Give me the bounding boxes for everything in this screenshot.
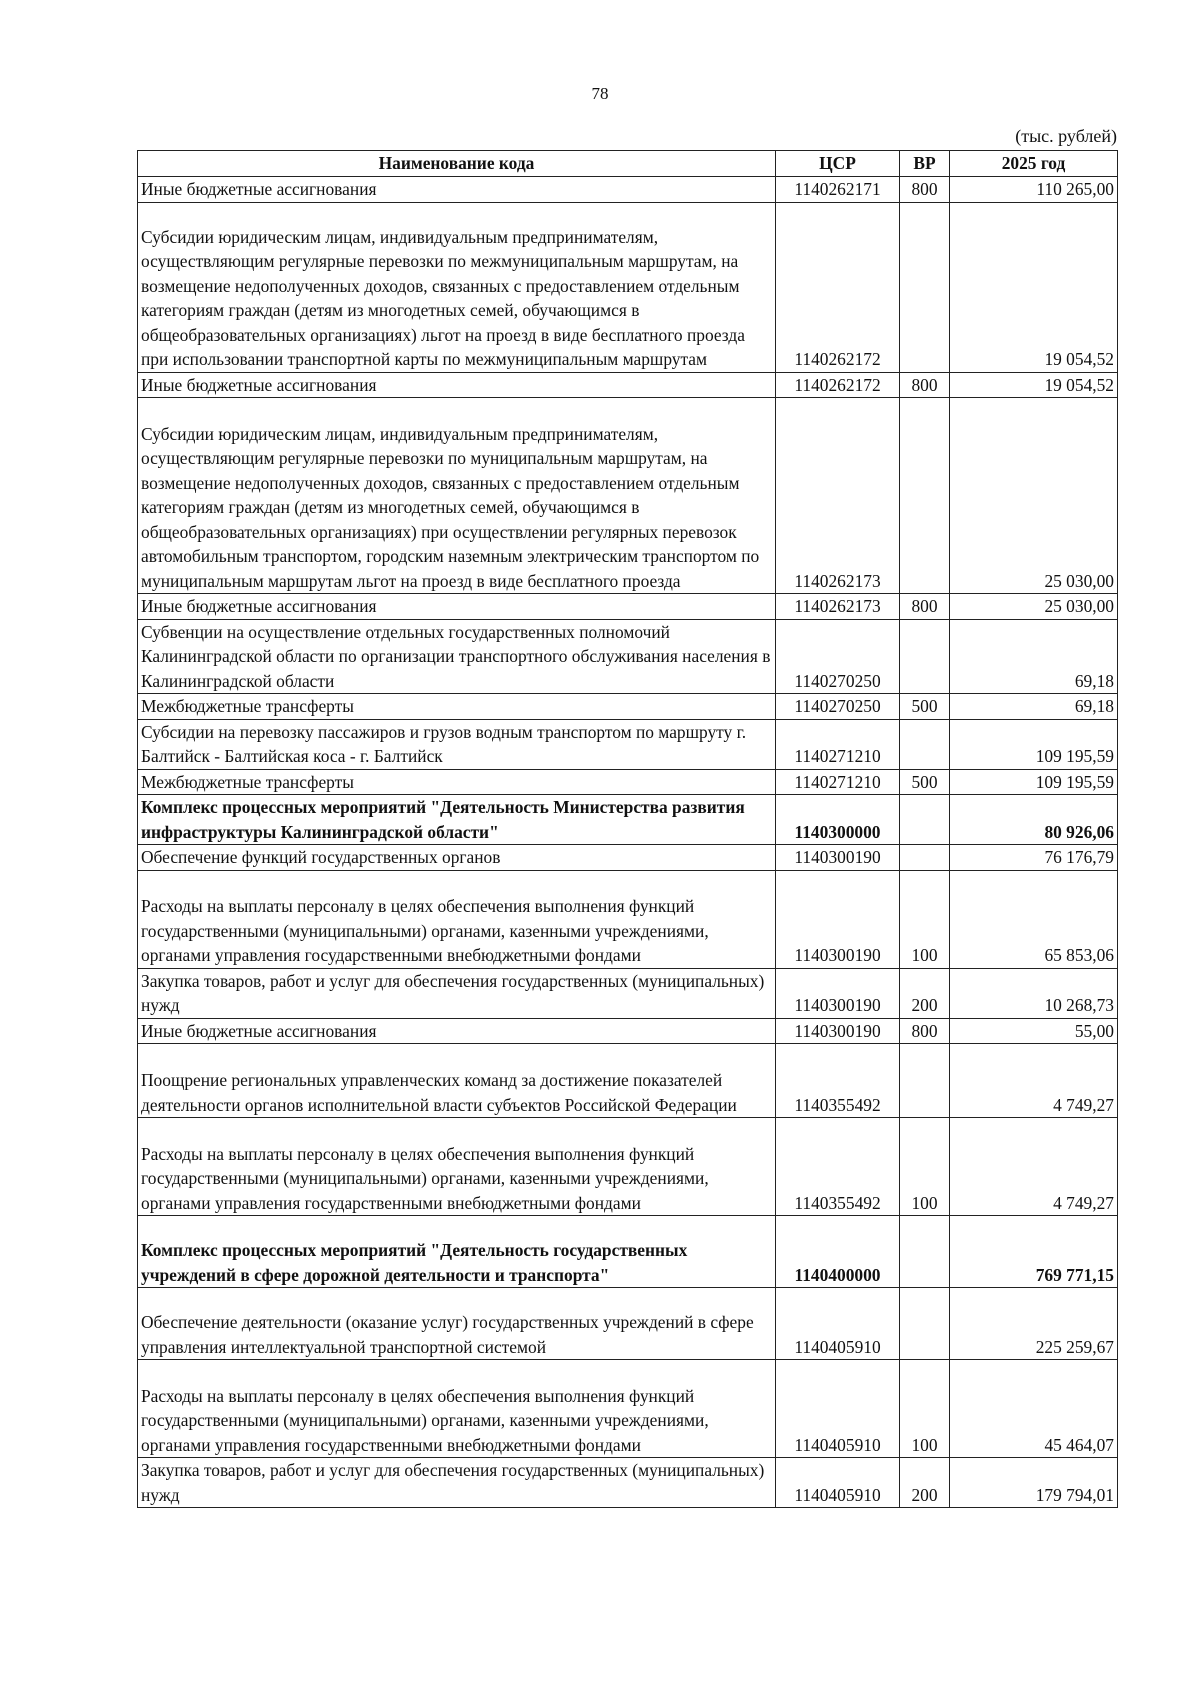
cell-vr-code bbox=[900, 202, 950, 372]
table-row bbox=[138, 1216, 1118, 1288]
cell-csr-code: 1140270250 bbox=[776, 619, 900, 694]
cell-name: Комплекс процессных мероприятий "Деятельность Министерства развития инфраструктуры Калининградской области" bbox=[138, 795, 776, 845]
cell-vr-code bbox=[900, 1288, 950, 1360]
cell-amount: 69,18 bbox=[950, 619, 1118, 694]
cell-csr-code: 1140300000 bbox=[776, 795, 900, 845]
cell-csr-code: 1140355492 bbox=[776, 1118, 900, 1216]
cell-csr-code: 1140300190 bbox=[776, 968, 900, 1018]
header-csr: ЦСР bbox=[776, 151, 900, 177]
cell-vr-code bbox=[900, 1216, 950, 1288]
cell-name: Расходы на выплаты персоналу в целях обеспечения выполнения функций государственными (муниципальными) органами, казенными учреждениями, органами управления государственными внебюджетными фондами bbox=[138, 870, 776, 968]
cell-amount: 10 268,73 bbox=[950, 968, 1118, 1018]
cell-name: Межбюджетные трансферты bbox=[138, 694, 776, 720]
cell-amount: 110 265,00 bbox=[950, 176, 1118, 202]
cell-amount: 25 030,00 bbox=[950, 398, 1118, 594]
table-header bbox=[138, 151, 1118, 177]
cell-amount: 76 176,79 bbox=[950, 845, 1118, 871]
cell-name: Обеспечение деятельности (оказание услуг) государственных учреждений в сфере управления интеллектуальной транспортной системой bbox=[138, 1288, 776, 1360]
cell-csr-code: 1140405910 bbox=[776, 1288, 900, 1360]
cell-csr-code: 1140300190 bbox=[776, 870, 900, 968]
cell-name: Субсидии юридическим лицам, индивидуальным предпринимателям, осуществляющим регулярные перевозки по межмуниципальным маршрутам, на возмещение недополученных доходов, связанных с предоставлением отдельным категориям граждан (детям из многодетных семей, обучающимся в общеобразовательных организациях) льгот на проезд в виде бесплатного проезда при использовании транспортной карты по межмуниципальным маршрутам bbox=[138, 202, 776, 372]
table-row bbox=[138, 1288, 1118, 1360]
cell-name: Иные бюджетные ассигнования bbox=[138, 1018, 776, 1044]
table-row bbox=[138, 398, 1118, 594]
page-number: 78 bbox=[591, 84, 609, 103]
cell-name: Иные бюджетные ассигнования bbox=[138, 594, 776, 620]
table-row bbox=[138, 594, 1118, 620]
cell-vr-code: 200 bbox=[900, 968, 950, 1018]
table-row bbox=[138, 176, 1118, 202]
cell-csr-code: 1140355492 bbox=[776, 1044, 900, 1118]
header-vr: ВР bbox=[900, 151, 950, 177]
cell-amount: 109 195,59 bbox=[950, 719, 1118, 769]
header-name: Наименование кода bbox=[138, 151, 776, 177]
cell-name: Межбюджетные трансферты bbox=[138, 769, 776, 795]
table-row bbox=[138, 1458, 1118, 1508]
cell-csr-code: 1140405910 bbox=[776, 1360, 900, 1458]
cell-name: Иные бюджетные ассигнования bbox=[138, 372, 776, 398]
cell-csr-code: 1140262171 bbox=[776, 176, 900, 202]
table-row bbox=[138, 619, 1118, 694]
cell-name: Расходы на выплаты персоналу в целях обеспечения выполнения функций государственными (муниципальными) органами, казенными учреждениями, органами управления государственными внебюджетными фондами bbox=[138, 1118, 776, 1216]
cell-name: Субвенции на осуществление отдельных государственных полномочий Калининградской области по организации транспортного обслуживания населения в Калининградской области bbox=[138, 619, 776, 694]
cell-vr-code: 500 bbox=[900, 769, 950, 795]
budget-table bbox=[137, 150, 1118, 1508]
cell-csr-code: 1140405910 bbox=[776, 1458, 900, 1508]
cell-amount: 19 054,52 bbox=[950, 202, 1118, 372]
cell-csr-code: 1140300190 bbox=[776, 1018, 900, 1044]
cell-vr-code: 200 bbox=[900, 1458, 950, 1508]
cell-amount: 179 794,01 bbox=[950, 1458, 1118, 1508]
cell-vr-code bbox=[900, 1044, 950, 1118]
table-row bbox=[138, 1044, 1118, 1118]
table-body bbox=[138, 176, 1118, 1508]
cell-amount: 55,00 bbox=[950, 1018, 1118, 1044]
cell-csr-code: 1140271210 bbox=[776, 719, 900, 769]
cell-csr-code: 1140270250 bbox=[776, 694, 900, 720]
cell-name: Субсидии на перевозку пассажиров и грузов водным транспортом по маршруту г. Балтийск - Балтийская коса - г. Балтийск bbox=[138, 719, 776, 769]
header-year: 2025 год bbox=[950, 151, 1118, 177]
cell-amount: 80 926,06 bbox=[950, 795, 1118, 845]
cell-amount: 25 030,00 bbox=[950, 594, 1118, 620]
cell-csr-code: 1140300190 bbox=[776, 845, 900, 871]
table-row bbox=[138, 1360, 1118, 1458]
cell-csr-code: 1140262173 bbox=[776, 398, 900, 594]
cell-vr-code: 500 bbox=[900, 694, 950, 720]
cell-name: Расходы на выплаты персоналу в целях обеспечения выполнения функций государственными (муниципальными) органами, казенными учреждениями, органами управления государственными внебюджетными фондами bbox=[138, 1360, 776, 1458]
cell-amount: 65 853,06 bbox=[950, 870, 1118, 968]
unit-note: (тыс. рублей) bbox=[1015, 126, 1117, 146]
table-row bbox=[138, 1018, 1118, 1044]
table-row bbox=[138, 769, 1118, 795]
table-row bbox=[138, 870, 1118, 968]
table-row bbox=[138, 1118, 1118, 1216]
cell-vr-code bbox=[900, 795, 950, 845]
table-row bbox=[138, 372, 1118, 398]
cell-vr-code: 100 bbox=[900, 870, 950, 968]
cell-vr-code: 800 bbox=[900, 1018, 950, 1044]
cell-name: Поощрение региональных управленческих команд за достижение показателей деятельности органов исполнительной власти субъектов Российской Федерации bbox=[138, 1044, 776, 1118]
cell-csr-code: 1140262172 bbox=[776, 202, 900, 372]
cell-name: Закупка товаров, работ и услуг для обеспечения государственных (муниципальных) нужд bbox=[138, 1458, 776, 1508]
table-row bbox=[138, 795, 1118, 845]
cell-vr-code: 800 bbox=[900, 594, 950, 620]
cell-csr-code: 1140271210 bbox=[776, 769, 900, 795]
cell-amount: 4 749,27 bbox=[950, 1118, 1118, 1216]
cell-csr-code: 1140262172 bbox=[776, 372, 900, 398]
table-row bbox=[138, 694, 1118, 720]
cell-amount: 769 771,15 bbox=[950, 1216, 1118, 1288]
cell-name: Закупка товаров, работ и услуг для обеспечения государственных (муниципальных) нужд bbox=[138, 968, 776, 1018]
header-row bbox=[138, 151, 1118, 177]
cell-amount: 109 195,59 bbox=[950, 769, 1118, 795]
table-row bbox=[138, 719, 1118, 769]
cell-amount: 19 054,52 bbox=[950, 372, 1118, 398]
table-row bbox=[138, 845, 1118, 871]
cell-name: Комплекс процессных мероприятий "Деятельность государственных учреждений в сфере дорожной деятельности и транспорта" bbox=[138, 1216, 776, 1288]
cell-vr-code bbox=[900, 845, 950, 871]
cell-name: Обеспечение функций государственных органов bbox=[138, 845, 776, 871]
cell-vr-code bbox=[900, 398, 950, 594]
cell-amount: 4 749,27 bbox=[950, 1044, 1118, 1118]
cell-csr-code: 1140400000 bbox=[776, 1216, 900, 1288]
cell-name: Иные бюджетные ассигнования bbox=[138, 176, 776, 202]
cell-vr-code: 800 bbox=[900, 372, 950, 398]
cell-csr-code: 1140262173 bbox=[776, 594, 900, 620]
cell-vr-code: 100 bbox=[900, 1360, 950, 1458]
cell-amount: 45 464,07 bbox=[950, 1360, 1118, 1458]
cell-vr-code bbox=[900, 619, 950, 694]
table-row bbox=[138, 968, 1118, 1018]
cell-name: Субсидии юридическим лицам, индивидуальным предпринимателям, осуществляющим регулярные перевозки по муниципальным маршрутам, на возмещение недополученных доходов, связанных с предоставлением отдельным категориям граждан (детям из многодетных семей, обучающимся в общеобразовательных организациях) при осуществлении регулярных перевозок автомобильным транспортом, городским наземным электрическим транспортом по муниципальным маршрутам льгот на проезд в виде бесплатного проезда bbox=[138, 398, 776, 594]
table-row bbox=[138, 202, 1118, 372]
cell-vr-code bbox=[900, 719, 950, 769]
cell-vr-code: 800 bbox=[900, 176, 950, 202]
cell-amount: 225 259,67 bbox=[950, 1288, 1118, 1360]
cell-vr-code: 100 bbox=[900, 1118, 950, 1216]
cell-amount: 69,18 bbox=[950, 694, 1118, 720]
